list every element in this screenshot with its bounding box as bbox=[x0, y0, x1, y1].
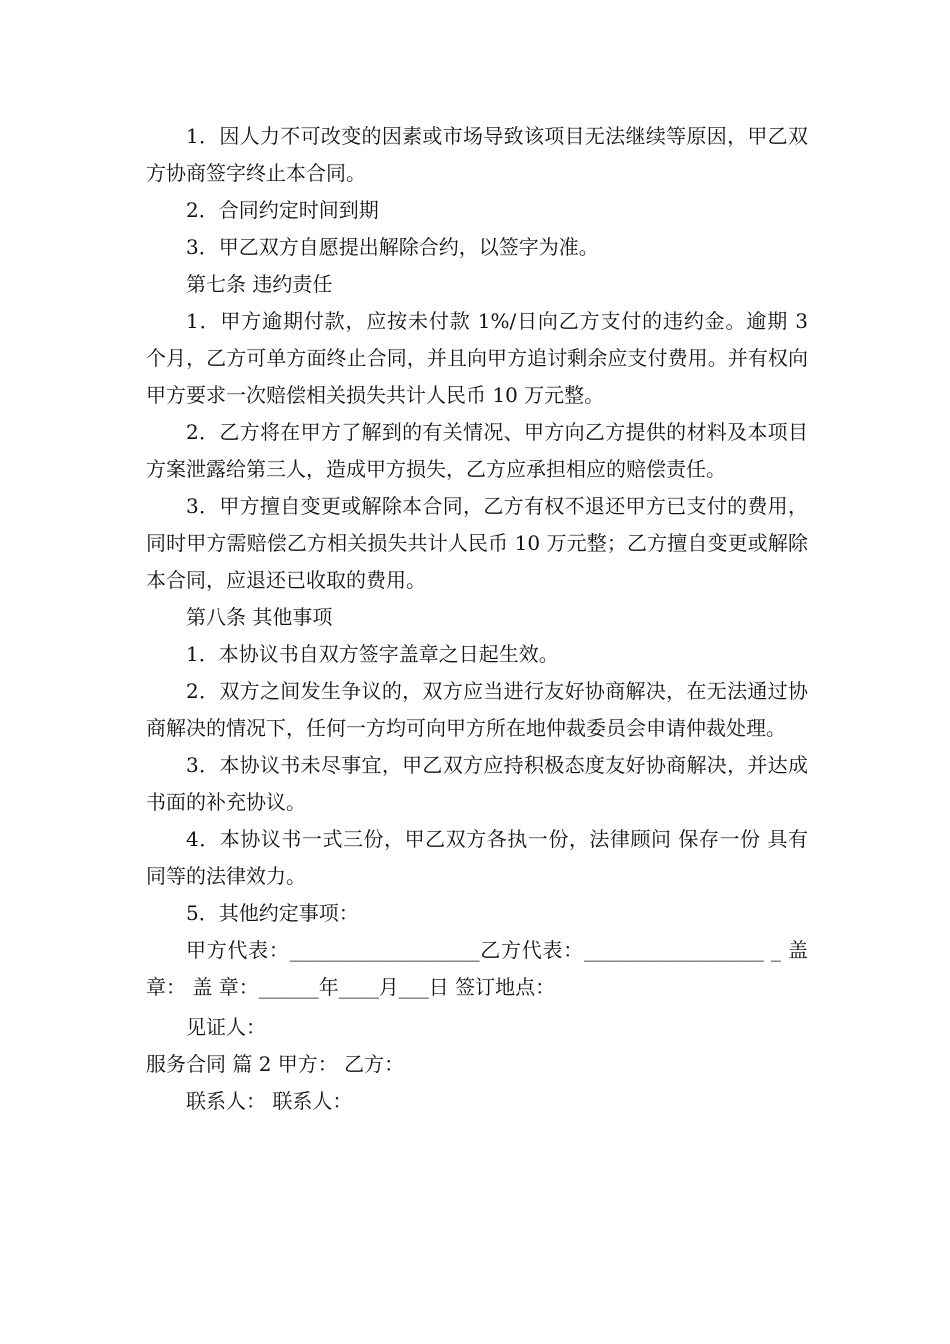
section-heading-article-8: 第八条 其他事项 bbox=[186, 605, 333, 629]
other-clause-1: 1．本协议书自双方签字盖章之日起生效。 bbox=[186, 642, 559, 666]
liability-clause-2: 2．乙方将在甲方了解到的有关情况、甲方向乙方提供的材料及本项目方案泄露给第三人，造成甲方损失，乙方应承担相应的赔偿责任。 bbox=[146, 420, 808, 481]
termination-clause-3: 3．甲乙双方自愿提出解除合约，以签字为准。 bbox=[186, 235, 599, 259]
contract-body bbox=[146, 118, 808, 1120]
contact-persons-line: 联系人： 联系人： bbox=[186, 1089, 353, 1113]
liability-clause-3: 3．甲方擅自变更或解除本合同，乙方有权不退还甲方已支付的费用，同时甲方需赔偿乙方相关损失共计人民币 10 万元整；乙方擅自变更或解除本合同，应退还已收取的费用。 bbox=[146, 494, 808, 592]
next-contract-heading: 服务合同 篇 2 甲方： 乙方： bbox=[146, 1052, 405, 1076]
other-clause-3: 3．本协议书未尽事宜，甲乙双方应持积极态度友好协商解决，并达成书面的补充协议。 bbox=[146, 753, 808, 814]
termination-clause-2: 2．合同约定时间到期 bbox=[186, 198, 379, 222]
other-clause-5: 5．其他约定事项： bbox=[186, 901, 359, 925]
witness-line: 见证人： bbox=[186, 1015, 266, 1039]
liability-clause-1: 1．甲方逾期付款，应按未付款 1%/日向乙方支付的违约金。逾期 3 个月，乙方可单方面终止合同，并且向甲方追讨剩余应支付费用。并有权向甲方要求一次赔偿相关损失共计人民币 10 万元整。 bbox=[146, 309, 808, 407]
termination-clause-1: 1．因人力不可改变的因素或市场导致该项目无法继续等原因，甲乙双方协商签字终止本合同。 bbox=[146, 124, 808, 185]
other-clause-4: 4．本协议书一式三份，甲乙双方各执一份，法律顾问 保存一份 具有同等的法律效力。 bbox=[146, 827, 808, 888]
other-clause-2: 2．双方之间发生争议的，双方应当进行友好协商解决，在无法通过协商解决的情况下，任何一方均可向甲方所在地仲裁委员会申请仲裁处理。 bbox=[146, 679, 808, 740]
section-heading-article-7: 第七条 违约责任 bbox=[186, 272, 333, 296]
signature-block: 甲方代表：___________________乙方代表：__________________ _ 盖 章： 盖 章：______年____月___日 签订地点： bbox=[146, 938, 808, 999]
